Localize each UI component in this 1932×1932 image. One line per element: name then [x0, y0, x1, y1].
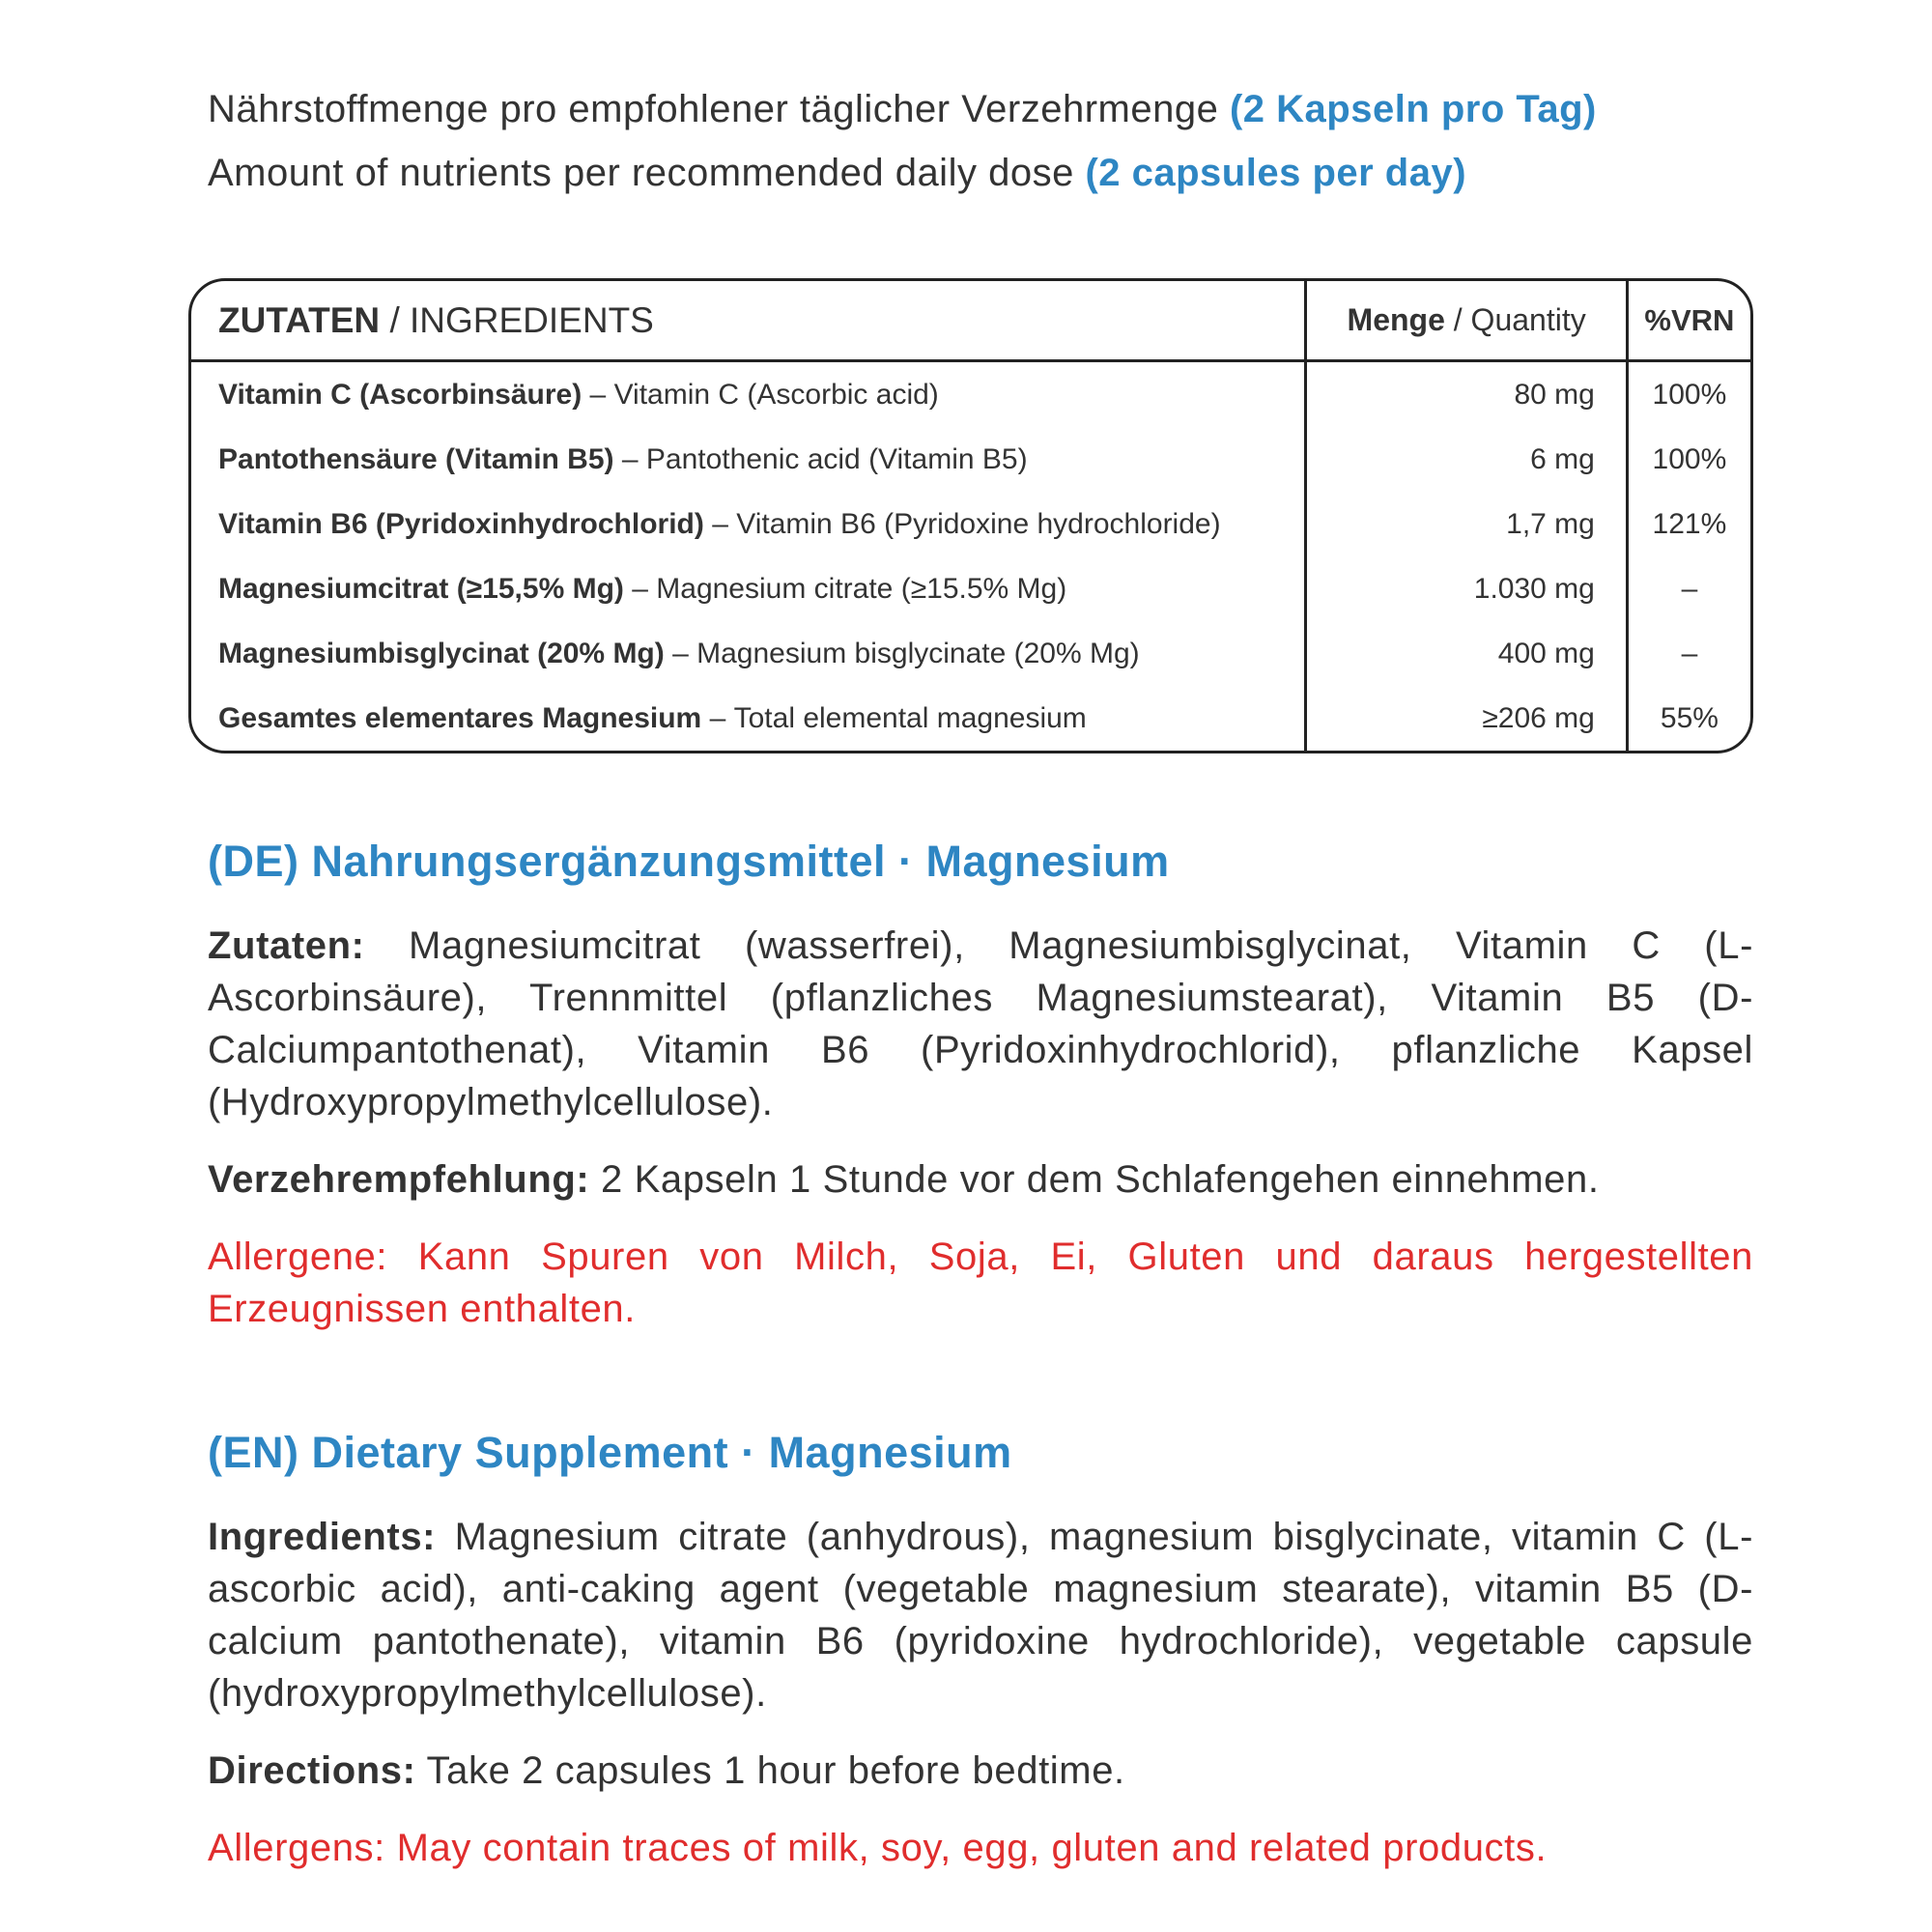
en-ingredients-text: Magnesium citrate (anhydrous), magnesium bisglycinate, vitamin C (L-ascorbic acid), anti-caking agent (vegetable magnesium stearate), vitamin B5 (D-calcium pantothenate), vitamin B6 (pyridoxine hydrochloride), vegetable capsule (hydroxypropylmethylcellulose).: [208, 1516, 1753, 1715]
intro-text-en: Amount of nutrients per recommended daily dose: [208, 152, 1074, 194]
table-header-vrn: [1626, 281, 1750, 362]
de-allergens-paragraph: Allergene: Kann Spuren von Milch, Soja, Ei, Gluten und daraus hergestellten Erzeugnissen enthalten.: [208, 1236, 1753, 1330]
table-header-separator-2: /: [1453, 302, 1463, 337]
ingredient-name-en: Magnesium bisglycinate (20% Mg): [696, 637, 1140, 669]
de-directions-text: 2 Kapseln 1 Stunde vor dem Schlafengehen einnehmen.: [589, 1158, 1600, 1201]
ingredient-name-cell: [191, 427, 1304, 492]
en-ingredients-label: Ingredients:: [208, 1516, 437, 1558]
en-directions-paragraph: [208, 1745, 1753, 1797]
ingredient-name-cell: [191, 492, 1304, 556]
intro-highlight-de: (2 Kapseln pro Tag): [1229, 88, 1597, 130]
intro-line-de: [208, 89, 1753, 129]
en-directions-label: Directions:: [208, 1749, 416, 1792]
ingredient-name-en: Vitamin B6 (Pyridoxine hydrochloride): [736, 507, 1221, 540]
ingredient-name-cell: [191, 362, 1304, 427]
vrn-cell: –: [1626, 556, 1750, 621]
vrn-cell: 55%: [1626, 686, 1750, 751]
ingredients-table: [188, 278, 1753, 753]
table-header-quantity: [1304, 281, 1625, 362]
name-separator: –: [589, 378, 607, 411]
table-header-ingredients: [191, 281, 1304, 362]
ingredient-name-cell: [191, 686, 1304, 751]
vrn-cell: –: [1626, 621, 1750, 686]
table-header-ingredients-label: INGREDIENTS: [410, 299, 654, 340]
intro-highlight-en: (2 capsules per day): [1085, 152, 1467, 194]
ingredient-name-de: Vitamin B6 (Pyridoxinhydrochlorid): [218, 507, 704, 540]
table-header-separator-1: /: [389, 299, 400, 340]
table-header-zutaten-label: ZUTATEN: [218, 299, 381, 340]
quantity-cell: 1,7 mg: [1304, 492, 1625, 556]
name-separator: –: [712, 507, 728, 540]
name-separator: –: [632, 572, 648, 605]
table-header-menge-label: Menge: [1347, 302, 1445, 337]
ingredient-name-en: Total elemental magnesium: [733, 701, 1087, 734]
quantity-cell: 6 mg: [1304, 427, 1625, 492]
ingredient-name-cell: [191, 621, 1304, 686]
name-separator: –: [672, 637, 689, 669]
quantity-cell: 400 mg: [1304, 621, 1625, 686]
vrn-cell: 121%: [1626, 492, 1750, 556]
ingredient-name-en: Vitamin C (Ascorbic acid): [613, 378, 939, 411]
de-ingredients-label: Zutaten:: [208, 924, 365, 967]
table-header-vrn-label: %VRN: [1644, 302, 1735, 337]
de-directions-paragraph: [208, 1153, 1753, 1206]
en-ingredients-paragraph: [208, 1511, 1753, 1719]
ingredient-name-en: Pantothenic acid (Vitamin B5): [645, 442, 1028, 475]
de-section-heading: (DE) Nahrungsergänzungsmittel · Magnesium: [208, 837, 1170, 886]
quantity-cell: 80 mg: [1304, 362, 1625, 427]
vrn-cell: 100%: [1626, 427, 1750, 492]
vrn-cell: 100%: [1626, 362, 1750, 427]
ingredient-name-cell: [191, 556, 1304, 621]
ingredient-name-de: Pantothensäure (Vitamin B5): [218, 442, 614, 475]
de-section: [208, 837, 1753, 1335]
quantity-cell: 1.030 mg: [1304, 556, 1625, 621]
name-separator: –: [621, 442, 639, 475]
en-directions-text: Take 2 capsules 1 hour before bedtime.: [415, 1749, 1125, 1792]
table-header-quantity-label: Quantity: [1470, 302, 1586, 337]
ingredient-name-de: Gesamtes elementares Magnesium: [218, 701, 702, 734]
en-allergens-paragraph: Allergens: May contain traces of milk, soy, egg, gluten and related products.: [208, 1827, 1548, 1869]
ingredient-name-de: Magnesiumcitrat (≥15,5% Mg): [218, 572, 624, 605]
ingredient-name-de: Magnesiumbisglycinat (20% Mg): [218, 637, 665, 669]
ingredient-name-en: Magnesium citrate (≥15.5% Mg): [656, 572, 1067, 605]
en-section-heading: (EN) Dietary Supplement · Magnesium: [208, 1428, 1012, 1477]
intro-line-en: [208, 153, 1753, 193]
de-directions-label: Verzehrempfehlung:: [208, 1158, 590, 1201]
quantity-cell: ≥206 mg: [1304, 686, 1625, 751]
intro-text-de: Nährstoffmenge pro empfohlener täglicher Verzehrmenge: [208, 88, 1219, 130]
de-ingredients-paragraph: [208, 920, 1753, 1128]
en-section: [208, 1428, 1753, 1874]
de-ingredients-text: Magnesiumcitrat (wasserfrei), Magnesiumbisglycinat, Vitamin C (L-Ascorbinsäure), Trennmittel (pflanzliches Magnesiumstearat), Vitamin B5 (D-Calciumpantothenat), Vitamin B6 (Pyridoxinhydrochlorid), pflanzliche Kapsel (Hydroxypropylmethylcellulose).: [208, 924, 1753, 1123]
ingredient-name-de: Vitamin C (Ascorbinsäure): [218, 378, 582, 411]
name-separator: –: [709, 701, 726, 734]
